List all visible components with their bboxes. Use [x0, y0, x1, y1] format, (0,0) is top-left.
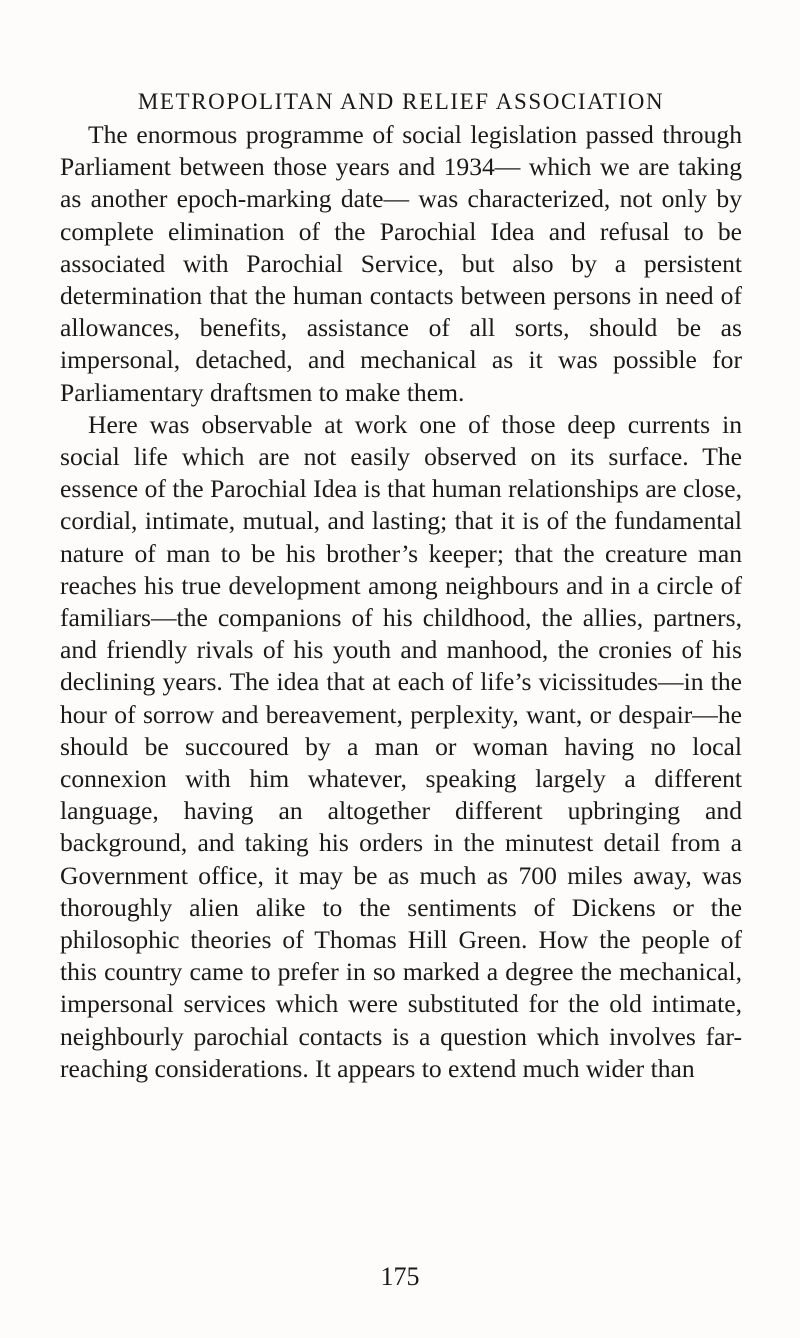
- page-number: 175: [380, 1262, 420, 1291]
- book-page: [60, 88, 742, 1085]
- paragraph-2: Here was observable at work one of those deep currents in social life which are not easily observed on its surface. The essence of the Parochial Idea is that human relationships are close, cordial, intimate, mutual, and lasting; that it is of the fundamental nature of man to be his brother’s keeper; that the creature man reaches his true development among neighbours and in a circle of familiars—the companions of his childhood, the allies, partners, and friendly rivals of his youth and manhood, the cronies of his declining years. The idea that at each of life’s vicissitudes—in the hour of sorrow and bereavement, perplexity, want, or despair—he should be succoured by a man or woman having no local connexion with him whatever, speaking largely a different language, having an altogether different upbringing and background, and taking his orders in the minutest detail from a Government office, it may be as much as 700 miles away, was thoroughly alien alike to the sentiments of Dickens or the philosophic theories of Thomas Hill Green. How the people of this country came to prefer in so marked a degree the mechanical, impersonal services which were substituted for the old intimate, neighbourly parochial contacts is a question which involves far-reaching considerations. It appears to extend much wider than: [60, 409, 742, 1083]
- paragraph-1: The enormous programme of social legislation passed through Parliament between those years and 1934— which we are taking as another epoch-marking date— was characterized, not only by complete elimination of the Parochial Idea and refusal to be associated with Parochial Service, but also by a persistent determination that the human contacts between persons in need of allowances, benefits, assistance of all sorts, should be as impersonal, detached, and mechanical as it was possible for Parliamentary draftsmen to make them.: [60, 120, 742, 407]
- running-head: METROPOLITAN AND RELIEF ASSOCIATION: [137, 89, 665, 114]
